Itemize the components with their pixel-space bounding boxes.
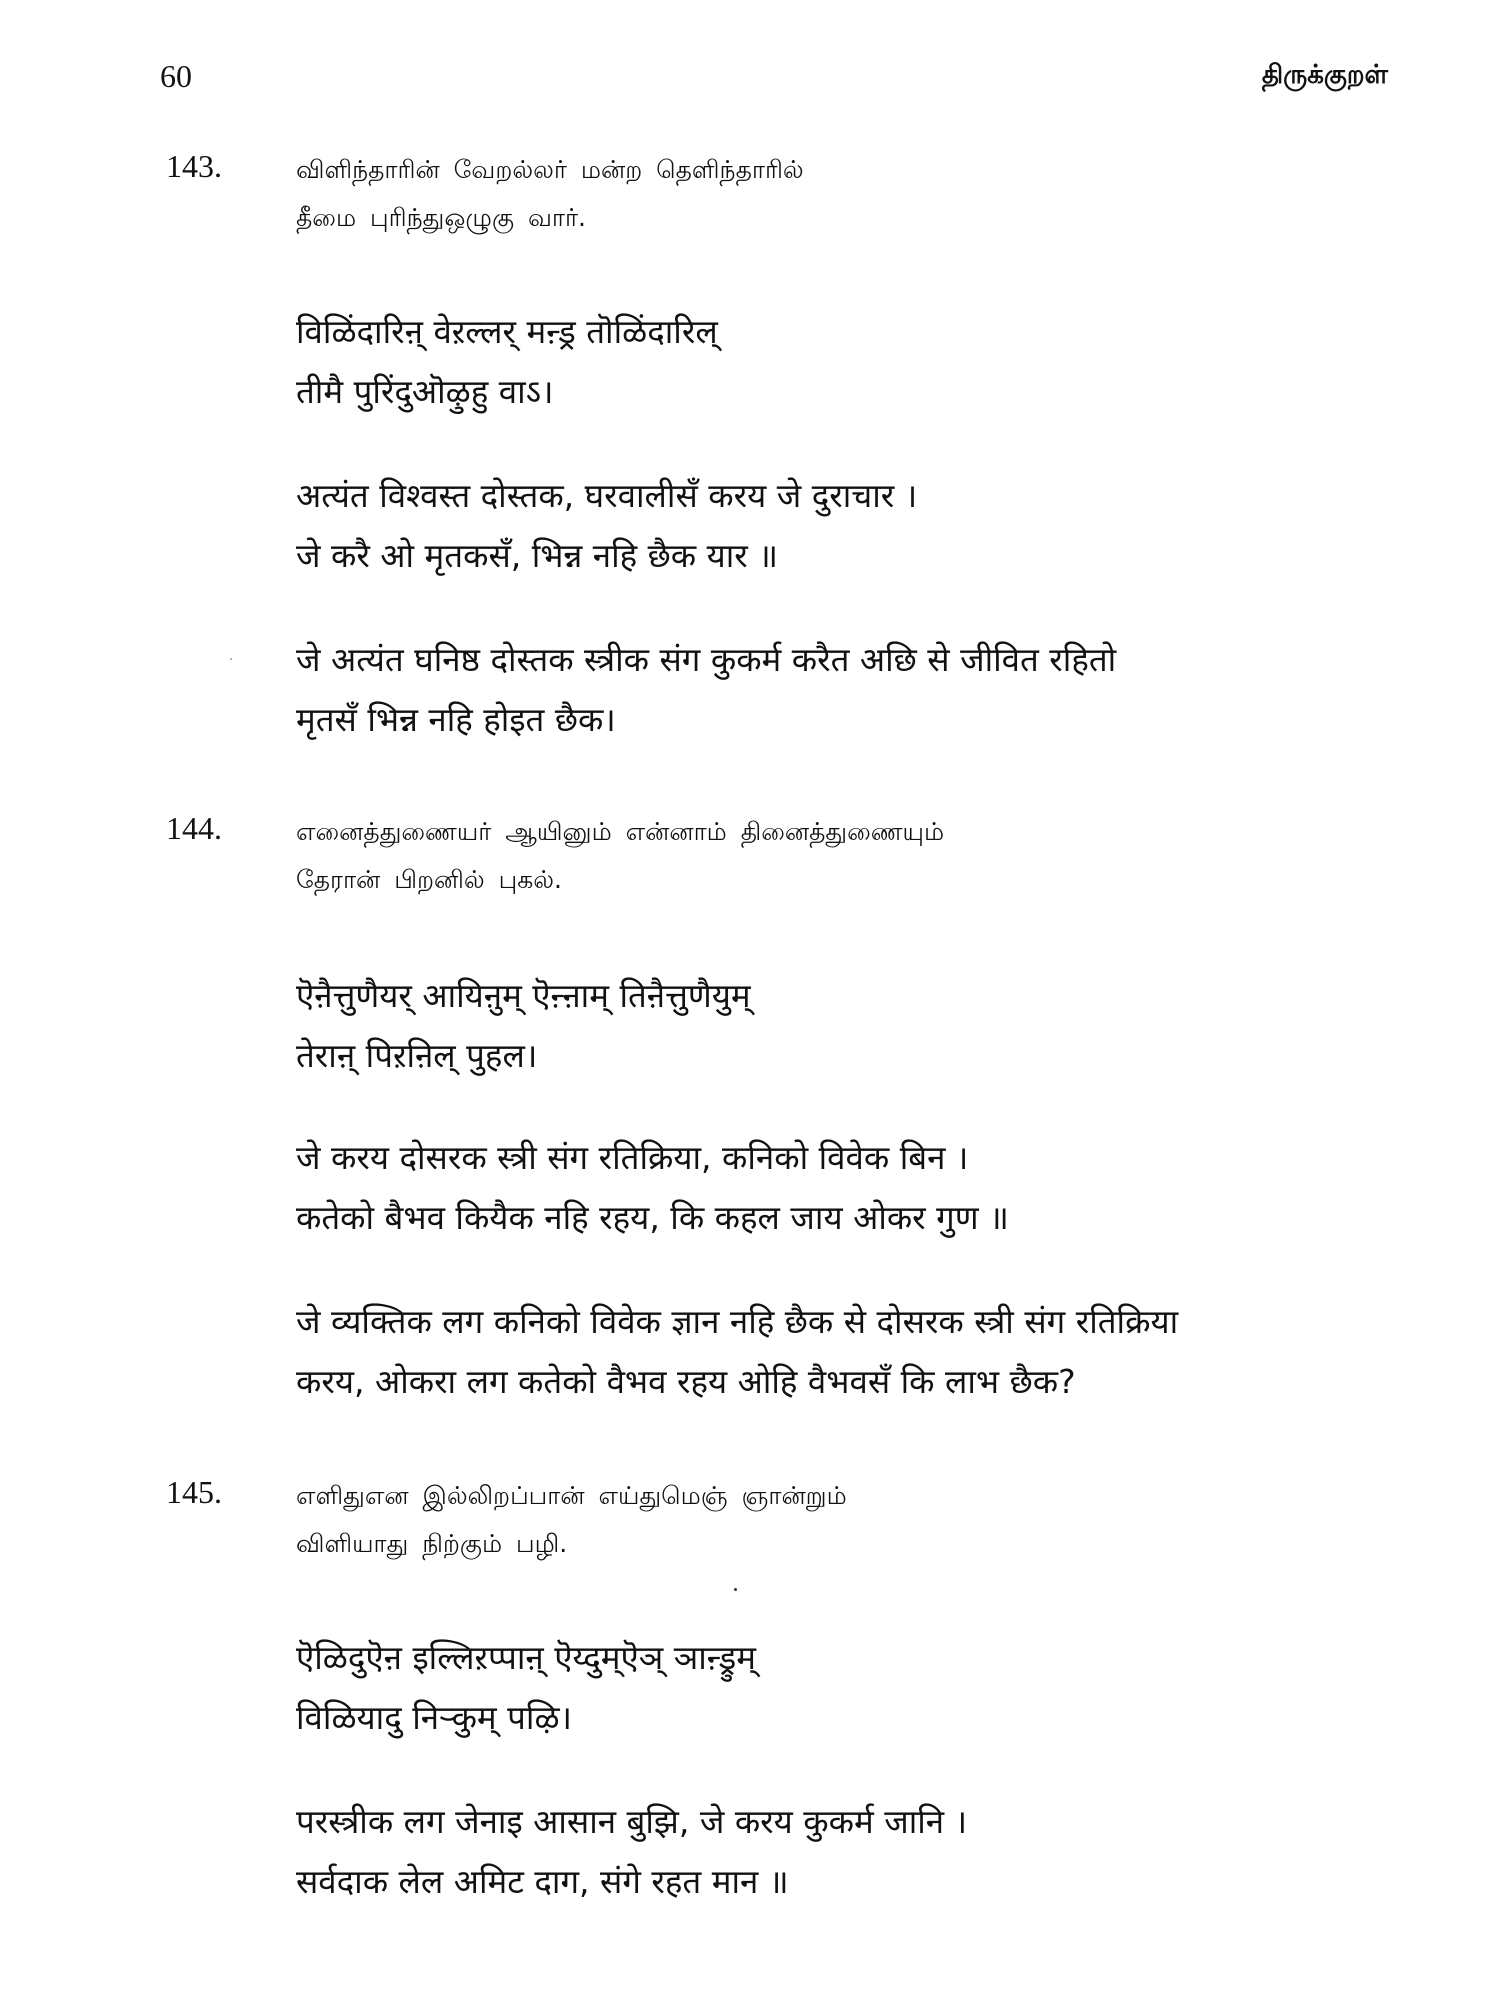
page-number: 60 [160, 58, 192, 94]
tamil-couplet [296, 1472, 1430, 1568]
verse-number: 144. [166, 810, 222, 846]
verse-line: जे करय दोसरक स्त्री संग रतिक्रिया, कनिको विवेक बिन । [296, 1138, 969, 1177]
transliteration-line: ऎऩैत्तुणैयर् आयिऩुम् ऎऩ्ऩाम् तिऩैत्तुणैयुम् [296, 976, 751, 1015]
tamil-line: விளிந்தாரின் வேறல்லர் மன்ற தெளிந்தாரில் [296, 155, 804, 184]
transliteration [296, 302, 1430, 422]
maithili-verse [296, 1128, 1430, 1248]
verse-number: 145. [166, 1474, 222, 1510]
transliteration-line: ऎळिदुऎऩ इल्लिऱप्पाऩ् ऎय्दुम्ऎञ् ञाऩ्ड्रुम् [296, 1638, 757, 1677]
maithili-verse [296, 466, 1430, 586]
tamil-line: தேரான் பிறனில் புகல். [296, 865, 562, 894]
transliteration [296, 1628, 1430, 1748]
verse-line: जे करै ओ मृतकसँ, भिन्न नहि छैक यार ॥ [296, 536, 779, 575]
verse-line: कतेको बैभव कियैक नहि रहय, कि कहल जाय ओकर गुण ॥ [296, 1198, 1009, 1237]
prose-line: जे व्यक्तिक लग कनिको विवेक ज्ञान नहि छैक से दोसरक स्त्री संग रतिक्रिया [296, 1302, 1179, 1341]
transliteration-line: विळिंदारिऩ् वेऱल्लर् मऩ्ड्र तॊळिंदारिल् [296, 312, 718, 351]
prose-explanation [296, 1292, 1430, 1412]
tamil-line: எனைத்துணையர் ஆயினும் என்னாம் தினைத்துணையும் [296, 817, 945, 846]
maithili-verse [296, 1792, 1430, 1912]
prose-line: जे अत्यंत घनिष्ठ दोस्तक स्त्रीक संग कुकर्म करैत अछि से जीवित रहितो [296, 640, 1117, 679]
prose-line: करय, ओकरा लग कतेको वैभव रहय ओहि वैभवसँ कि लाभ छैक? [296, 1362, 1076, 1401]
transliteration [296, 966, 1430, 1086]
scan-speck [230, 658, 232, 660]
transliteration-line: विळियादु निऱ्कुम् पऴि। [296, 1698, 573, 1737]
prose-line: मृतसँ भिन्न नहि होइत छैक। [296, 700, 616, 739]
prose-explanation [296, 630, 1430, 750]
verse-number: 143. [166, 148, 222, 184]
tamil-line: தீமை புரிந்துஒழுகு வார். [296, 203, 586, 232]
transliteration-line: तेराऩ् पिऱऩिल् पुहल। [296, 1036, 538, 1075]
verse-line: परस्त्रीक लग जेनाइ आसान बुझि, जे करय कुकर्म जानि । [296, 1802, 968, 1841]
scan-speck [734, 1588, 737, 1591]
transliteration-line: तीमै पुरिंदुऒऴुहु वाऽ। [296, 372, 554, 411]
tamil-line: விளியாது நிற்கும் பழி. [296, 1529, 568, 1558]
tamil-couplet [296, 808, 1430, 904]
tamil-line: எளிதுஎன இல்லிறப்பான் எய்துமெஞ் ஞான்றும் [296, 1481, 847, 1510]
verse-line: अत्यंत विश्वस्त दोस्तक, घरवालीसँ करय जे दुराचार । [296, 476, 918, 515]
tamil-couplet [296, 146, 1430, 242]
running-title: திருக்குறள் [1261, 60, 1388, 90]
verse-line: सर्वदाक लेल अमिट दाग, संगे रहत मान ॥ [296, 1862, 789, 1901]
